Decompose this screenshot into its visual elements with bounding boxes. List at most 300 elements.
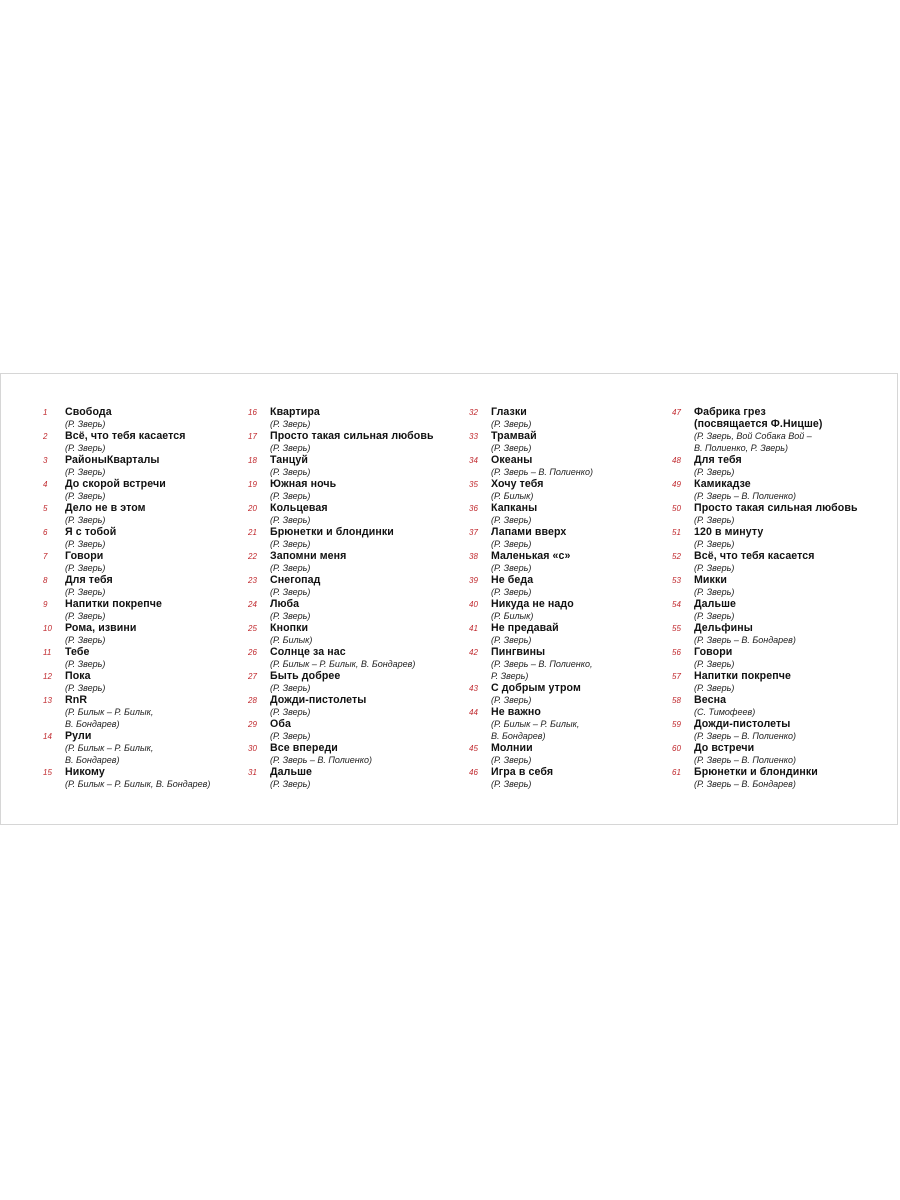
track-number: 2: [43, 432, 48, 441]
track-author: (Р. Зверь – В. Бондарев): [694, 779, 796, 789]
track-number: 11: [43, 648, 52, 657]
track-title: Хочу тебя: [491, 478, 544, 490]
track-number: 29: [248, 720, 257, 729]
track-number: 44: [469, 708, 478, 717]
track-number: 37: [469, 528, 478, 537]
track-item: [469, 766, 593, 790]
track-title: РайоныКварталы: [65, 454, 160, 466]
track-number: 45: [469, 744, 478, 753]
track-body: [65, 646, 210, 670]
track-title: Солнце за нас: [270, 646, 346, 658]
track-item: [248, 598, 434, 622]
track-author: (Р. Билык – Р. Билык, В. Бондарев): [65, 779, 211, 789]
track-number: 57: [672, 672, 681, 681]
track-title: Танцуй: [270, 454, 309, 466]
track-item: [672, 478, 858, 502]
track-title: Фабрика грез: [694, 406, 766, 418]
track-item: [672, 454, 858, 478]
track-item: [672, 526, 858, 550]
track-author: В. Полиенко, Р. Зверь): [694, 443, 788, 453]
track-title: Снегопад: [270, 574, 321, 586]
track-author: (Р. Зверь – В. Полиенко): [694, 731, 796, 741]
track-body: [694, 622, 858, 646]
track-title: Дальше: [270, 766, 313, 778]
track-title: Я с тобой: [65, 526, 117, 538]
track-author: (Р. Зверь): [65, 563, 106, 573]
track-body: [694, 694, 858, 718]
track-body: [270, 766, 434, 790]
track-title: Все впереди: [270, 742, 338, 754]
track-title: Кольцевая: [270, 502, 328, 514]
track-title: Микки: [694, 574, 727, 586]
track-number: 6: [43, 528, 48, 537]
track-title: Пока: [65, 670, 91, 682]
track-number: 20: [248, 504, 257, 513]
track-body: [491, 406, 593, 430]
track-title: Дожди-пистолеты: [694, 718, 791, 730]
track-author: (Р. Зверь): [270, 587, 311, 597]
track-item: [672, 502, 858, 526]
track-title: Люба: [270, 598, 300, 610]
track-item: [43, 550, 210, 574]
track-number: 55: [672, 624, 681, 633]
track-title: Молнии: [491, 742, 533, 754]
track-number: 28: [248, 696, 257, 705]
track-number: 10: [43, 624, 52, 633]
track-number: 12: [43, 672, 52, 681]
track-author: (Р. Зверь): [65, 659, 106, 669]
track-title: Весна: [694, 694, 727, 706]
track-title: Просто такая сильная любовь: [694, 502, 858, 514]
track-number: 13: [43, 696, 52, 705]
tracklist-column-2: [248, 406, 434, 790]
track-body: [694, 502, 858, 526]
track-author: (Р. Зверь): [65, 683, 106, 693]
track-item: [43, 598, 210, 622]
track-item: [248, 430, 434, 454]
track-item: [672, 598, 858, 622]
track-title: RnR: [65, 694, 88, 706]
track-author: (Р. Зверь): [270, 707, 311, 717]
track-item: [469, 502, 593, 526]
track-number: 17: [248, 432, 257, 441]
track-number: 46: [469, 768, 478, 777]
track-author: (Р. Зверь): [491, 755, 532, 765]
track-number: 52: [672, 552, 681, 561]
track-body: [65, 478, 210, 502]
track-author: (Р. Билык): [491, 491, 534, 501]
track-body: [65, 766, 210, 790]
track-number: 4: [43, 480, 48, 489]
track-author: (Р. Зверь): [65, 443, 106, 453]
track-number: 30: [248, 744, 257, 753]
track-item: [469, 478, 593, 502]
track-title: Дельфины: [694, 622, 753, 634]
track-body: [270, 718, 434, 742]
track-body: [270, 502, 434, 526]
track-body: [694, 526, 858, 550]
track-item: [43, 502, 210, 526]
track-number: 60: [672, 744, 681, 753]
track-item: [43, 766, 210, 790]
track-title: Всё, что тебя касается: [694, 550, 815, 562]
track-number: 25: [248, 624, 257, 633]
track-item: [672, 742, 858, 766]
track-number: 34: [469, 456, 478, 465]
track-item: [248, 742, 434, 766]
track-body: [694, 670, 858, 694]
track-body: [491, 706, 593, 742]
track-number: 1: [43, 408, 48, 417]
track-number: 33: [469, 432, 478, 441]
track-author: (Р. Зверь): [491, 443, 532, 453]
track-author: (Р. Зверь): [65, 587, 106, 597]
track-body: [65, 622, 210, 646]
track-body: [65, 598, 210, 622]
track-number: 19: [248, 480, 257, 489]
track-title: Брюнетки и блондинки: [694, 766, 818, 778]
track-title: Быть добрее: [270, 670, 341, 682]
track-author: (Р. Зверь): [270, 491, 311, 501]
track-author: (Р. Зверь): [65, 539, 106, 549]
track-title: Дожди-пистолеты: [270, 694, 367, 706]
track-author: (Р. Зверь): [694, 539, 735, 549]
track-body: [65, 670, 210, 694]
track-body: [694, 766, 858, 790]
track-author: (Р. Зверь): [270, 515, 311, 525]
track-item: [469, 646, 593, 682]
track-item: [43, 406, 210, 430]
track-author: (Р. Зверь): [270, 611, 311, 621]
track-item: [469, 430, 593, 454]
track-title: Брюнетки и блондинки: [270, 526, 394, 538]
track-author: (Р. Зверь): [491, 635, 532, 645]
track-number: 43: [469, 684, 478, 693]
track-item: [672, 670, 858, 694]
track-item: [248, 694, 434, 718]
track-number: 21: [248, 528, 257, 537]
track-body: [65, 730, 210, 766]
track-body: [694, 646, 858, 670]
track-body: [694, 574, 858, 598]
track-author: (Р. Зверь): [270, 539, 311, 549]
tracklist-column-1: [43, 406, 210, 790]
track-body: [694, 550, 858, 574]
track-title: Не важно: [491, 706, 541, 718]
track-author: (Р. Зверь): [270, 467, 311, 477]
track-title: Рома, извини: [65, 622, 137, 634]
track-body: [694, 406, 858, 454]
tracklist-column-4: [672, 406, 858, 790]
track-item: [248, 406, 434, 430]
track-title: Лапами вверх: [491, 526, 567, 538]
track-number: 59: [672, 720, 681, 729]
track-item: [469, 406, 593, 430]
track-number: 49: [672, 480, 681, 489]
track-number: 35: [469, 480, 478, 489]
track-body: [491, 742, 593, 766]
track-number: 23: [248, 576, 257, 585]
tracklist-column-3: [469, 406, 593, 790]
track-item: [672, 646, 858, 670]
track-number: 16: [248, 408, 257, 417]
track-author: (Р. Билык): [491, 611, 534, 621]
track-number: 22: [248, 552, 257, 561]
track-item: [672, 718, 858, 742]
track-title: Не предавай: [491, 622, 559, 634]
track-number: 32: [469, 408, 478, 417]
track-item: [43, 622, 210, 646]
track-title: Южная ночь: [270, 478, 337, 490]
track-item: [248, 574, 434, 598]
track-author: (Р. Зверь, Вой Собака Вой –: [694, 431, 812, 441]
track-body: [270, 550, 434, 574]
track-author: (Р. Зверь): [270, 779, 311, 789]
track-body: [694, 598, 858, 622]
track-item: [672, 694, 858, 718]
track-number: 56: [672, 648, 681, 657]
track-item: [43, 574, 210, 598]
track-number: 38: [469, 552, 478, 561]
track-number: 51: [672, 528, 681, 537]
track-number: 9: [43, 600, 48, 609]
track-author: (Р. Зверь): [694, 515, 735, 525]
track-body: [270, 454, 434, 478]
track-number: 48: [672, 456, 681, 465]
track-author: (Р. Билык – Р. Билык,: [65, 707, 154, 717]
track-author: (Р. Зверь): [694, 563, 735, 573]
track-body: [270, 622, 434, 646]
track-item: [43, 730, 210, 766]
track-author: (Р. Зверь): [270, 731, 311, 741]
track-body: [491, 478, 593, 502]
track-body: [491, 550, 593, 574]
track-title: Трамвай: [491, 430, 537, 442]
track-author: (Р. Зверь): [491, 563, 532, 573]
track-item: [469, 526, 593, 550]
track-item: [248, 622, 434, 646]
track-number: 54: [672, 600, 681, 609]
track-item: [248, 670, 434, 694]
track-title: Рули: [65, 730, 92, 742]
track-number: 39: [469, 576, 478, 585]
track-author: (Р. Зверь): [694, 659, 735, 669]
track-author: (Р. Зверь): [694, 467, 735, 477]
track-author: (Р. Зверь): [491, 539, 532, 549]
track-body: [694, 454, 858, 478]
track-author: (Р. Зверь): [65, 491, 106, 501]
track-author: (Р. Билык – Р. Билык,: [491, 719, 580, 729]
track-body: [491, 622, 593, 646]
track-body: [65, 430, 210, 454]
track-item: [248, 526, 434, 550]
track-author: (Р. Зверь – В. Полиенко,: [491, 659, 593, 669]
track-author: (Р. Зверь): [694, 611, 735, 621]
track-author: (С. Тимофеев): [694, 707, 756, 717]
track-title: Запомни меня: [270, 550, 347, 562]
track-title: Всё, что тебя касается: [65, 430, 186, 442]
track-body: [491, 454, 593, 478]
track-title: Дело не в этом: [65, 502, 146, 514]
track-item: [672, 550, 858, 574]
track-body: [65, 694, 210, 730]
track-title: Игра в себя: [491, 766, 554, 778]
track-item: [248, 478, 434, 502]
track-title: Свобода: [65, 406, 112, 418]
track-number: 15: [43, 768, 52, 777]
track-item: [672, 574, 858, 598]
track-number: 5: [43, 504, 48, 513]
track-title: Океаны: [491, 454, 533, 466]
track-author: (Р. Зверь): [491, 587, 532, 597]
track-author: (Р. Зверь): [270, 563, 311, 573]
track-body: [270, 646, 434, 670]
track-author: (Р. Билык): [270, 635, 313, 645]
track-item: [672, 406, 858, 454]
track-body: [491, 682, 593, 706]
track-title: Напитки покрепче: [694, 670, 791, 682]
track-number: 26: [248, 648, 257, 657]
track-title: Маленькая «с»: [491, 550, 571, 562]
track-number: 31: [248, 768, 257, 777]
track-item: [43, 478, 210, 502]
track-number: 7: [43, 552, 48, 561]
track-title: 120 в минуту: [694, 526, 764, 538]
track-number: 47: [672, 408, 681, 417]
track-body: [65, 502, 210, 526]
track-title: Капканы: [491, 502, 538, 514]
track-body: [270, 670, 434, 694]
track-number: 42: [469, 648, 478, 657]
track-title: Дальше: [694, 598, 737, 610]
track-item: [469, 706, 593, 742]
track-author: В. Бондарев): [65, 719, 120, 729]
track-number: 3: [43, 456, 48, 465]
track-title: Пингвины: [491, 646, 546, 658]
track-title: До встречи: [694, 742, 755, 754]
track-item: [43, 430, 210, 454]
track-title-continued: (посвящается Ф.Ницше): [694, 418, 823, 430]
track-body: [270, 406, 434, 430]
track-author: (Р. Зверь – В. Полиенко): [491, 467, 593, 477]
track-title: Глазки: [491, 406, 527, 418]
track-number: 18: [248, 456, 257, 465]
track-body: [65, 574, 210, 598]
track-author: (Р. Зверь): [491, 419, 532, 429]
track-body: [694, 478, 858, 502]
track-author: (Р. Зверь): [491, 695, 532, 705]
track-item: [248, 766, 434, 790]
track-body: [270, 526, 434, 550]
track-body: [491, 646, 593, 682]
track-number: 8: [43, 576, 48, 585]
track-number: 61: [672, 768, 681, 777]
track-body: [270, 478, 434, 502]
track-author: (Р. Зверь): [65, 419, 106, 429]
track-title: С добрым утром: [491, 682, 581, 694]
track-title: Для тебя: [65, 574, 113, 586]
track-item: [248, 502, 434, 526]
track-title: Кнопки: [270, 622, 309, 634]
track-item: [43, 526, 210, 550]
track-title: Говори: [65, 550, 104, 562]
track-item: [469, 622, 593, 646]
track-number: 24: [248, 600, 257, 609]
track-number: 14: [43, 732, 52, 741]
track-number: 36: [469, 504, 478, 513]
track-item: [469, 598, 593, 622]
track-body: [694, 718, 858, 742]
track-author: (Р. Билык – Р. Билык, В. Бондарев): [270, 659, 416, 669]
track-author: В. Бондарев): [491, 731, 546, 741]
track-body: [270, 430, 434, 454]
track-body: [65, 550, 210, 574]
track-author: (Р. Зверь): [270, 443, 311, 453]
track-title: Никому: [65, 766, 105, 778]
track-item: [469, 454, 593, 478]
track-number: 27: [248, 672, 257, 681]
track-author: (Р. Зверь): [65, 611, 106, 621]
track-author: (Р. Зверь): [65, 467, 106, 477]
track-body: [491, 574, 593, 598]
track-item: [672, 622, 858, 646]
track-body: [270, 742, 434, 766]
track-author: (Р. Зверь): [491, 779, 532, 789]
track-item: [469, 682, 593, 706]
track-item: [248, 718, 434, 742]
track-title: Никуда не надо: [491, 598, 574, 610]
track-author: (Р. Зверь – В. Полиенко): [270, 755, 372, 765]
track-number: 40: [469, 600, 478, 609]
track-body: [491, 502, 593, 526]
track-title: Оба: [270, 718, 291, 730]
track-author: (Р. Зверь – В. Полиенко): [694, 491, 796, 501]
track-body: [491, 526, 593, 550]
track-item: [43, 670, 210, 694]
track-body: [270, 574, 434, 598]
track-title: Квартира: [270, 406, 320, 418]
track-title: Для тебя: [694, 454, 742, 466]
track-author: (Р. Зверь): [270, 683, 311, 693]
track-item: [43, 646, 210, 670]
track-body: [491, 766, 593, 790]
track-item: [43, 454, 210, 478]
track-item: [469, 574, 593, 598]
track-number: 58: [672, 696, 681, 705]
track-title: Тебе: [65, 646, 90, 658]
track-number: 50: [672, 504, 681, 513]
track-item: [248, 646, 434, 670]
track-author: Р. Зверь): [491, 671, 529, 681]
track-body: [65, 406, 210, 430]
track-author: (Р. Зверь): [270, 419, 311, 429]
track-author: (Р. Зверь): [694, 683, 735, 693]
track-item: [248, 550, 434, 574]
track-author: (Р. Зверь): [694, 587, 735, 597]
track-author: (Р. Зверь – В. Полиенко): [694, 755, 796, 765]
track-author: (Р. Зверь): [65, 635, 106, 645]
track-item: [469, 742, 593, 766]
track-body: [270, 694, 434, 718]
track-title: Напитки покрепче: [65, 598, 162, 610]
track-body: [694, 742, 858, 766]
track-number: 41: [469, 624, 478, 633]
track-author: (Р. Зверь): [491, 515, 532, 525]
track-title: Камикадзе: [694, 478, 751, 490]
track-author: В. Бондарев): [65, 755, 120, 765]
track-title: До скорой встречи: [65, 478, 166, 490]
track-item: [43, 694, 210, 730]
